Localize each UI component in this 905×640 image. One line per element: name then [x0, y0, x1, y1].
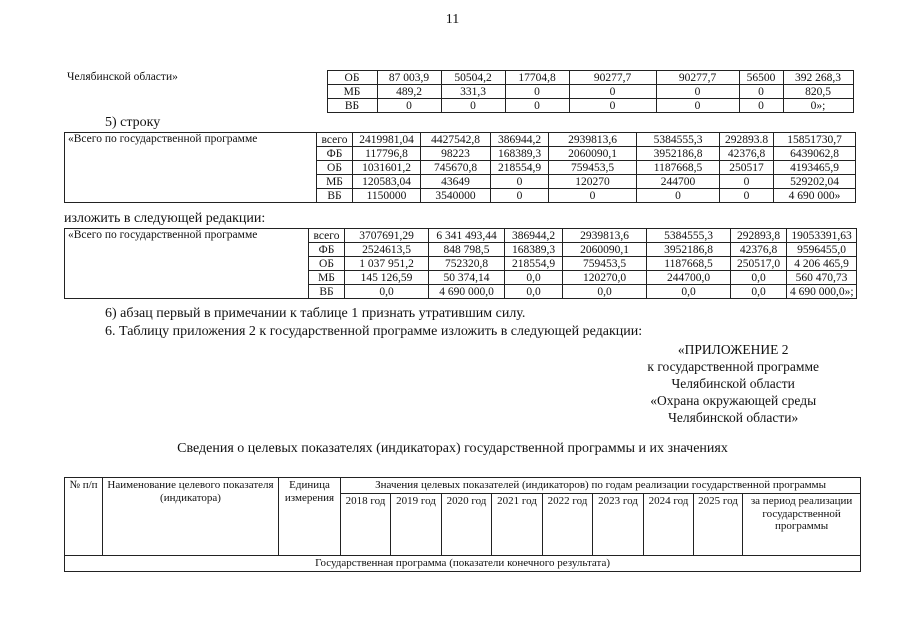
col-header-year: 2020 год: [442, 494, 492, 556]
table-header-row: [65, 478, 861, 494]
table-cell: 759453,5: [563, 257, 647, 271]
table-cell: 2060090,1: [549, 147, 637, 161]
table-cell: 43649: [421, 175, 491, 189]
table-cell: 331,3: [441, 85, 505, 99]
appendix-header: [647, 341, 819, 426]
table-cell: 4193465,9: [774, 161, 856, 175]
table-cell: 0: [656, 99, 739, 113]
table-cell: 120583,04: [353, 175, 421, 189]
table-cell: 0: [637, 189, 720, 203]
table-cell: 0: [720, 189, 774, 203]
budget-label: ВБ: [327, 99, 377, 113]
indicators-table: [64, 477, 861, 572]
col-header-name: Наименование целевого показателя (индикатора): [103, 478, 279, 556]
table-cell: 4 206 465,9: [787, 257, 857, 271]
table-cell: 42376,8: [720, 147, 774, 161]
row-name: «Всего по государственной программе: [65, 229, 309, 299]
table-cell: 0: [656, 85, 739, 99]
table-cell: 0,0: [731, 271, 787, 285]
table-cell: 2524613,5: [345, 243, 429, 257]
appendix-line: «ПРИЛОЖЕНИЕ 2: [677, 342, 789, 357]
table-cell: 250517,0: [731, 257, 787, 271]
appendix-line: Челябинской области»: [668, 410, 799, 425]
table-cell: 2939813,6: [549, 133, 637, 147]
table-cell: 0: [491, 175, 549, 189]
page-number: 11: [445, 12, 460, 27]
table-cell: 250517: [720, 161, 774, 175]
paragraph-6b: 6. Таблицу приложения 2 к государственной программе изложить в следующей редакции:: [105, 324, 643, 339]
row-name: «Всего по государственной программе: [65, 133, 317, 203]
table-cell: 820,5: [783, 85, 853, 99]
col-header-year: 2019 год: [391, 494, 442, 556]
table-cell: 292893.8: [720, 133, 774, 147]
budget-label: ФБ: [317, 147, 353, 161]
table-cell: 4 690 000,0»;: [787, 285, 857, 299]
table-cell: 3952186,8: [637, 147, 720, 161]
table-cell: 0: [549, 189, 637, 203]
col-header-year: 2025 год: [694, 494, 743, 556]
table-cell: 0: [569, 85, 656, 99]
table-cell: 87 003,9: [377, 71, 441, 85]
table-cell: 489,2: [377, 85, 441, 99]
col-header-unit: Единица измерения: [279, 478, 341, 556]
budget-table-old: [64, 132, 856, 203]
table-cell: 0: [720, 175, 774, 189]
col-header-year: 2018 год: [341, 494, 391, 556]
budget-label: МБ: [327, 85, 377, 99]
budget-label: ВБ: [309, 285, 345, 299]
table-cell: 2939813,6: [563, 229, 647, 243]
col-header-no: № п/п: [65, 478, 103, 556]
budget-label: всего: [317, 133, 353, 147]
table-cell: 5384555,3: [637, 133, 720, 147]
table-cell: 3707691,29: [345, 229, 429, 243]
budget-label: МБ: [317, 175, 353, 189]
budget-label: ФБ: [309, 243, 345, 257]
budget-label: ОБ: [327, 71, 377, 85]
budget-label: МБ: [309, 271, 345, 285]
table-cell: 1031601,2: [353, 161, 421, 175]
table-cell: 0,0: [345, 285, 429, 299]
table-row: [65, 133, 856, 147]
table-cell: 244700,0: [647, 271, 731, 285]
table-cell: 15851730,7: [774, 133, 856, 147]
table-cell: 5384555,3: [647, 229, 731, 243]
paragraph-5: 5) строку: [105, 115, 161, 130]
table-cell: 98223: [421, 147, 491, 161]
budget-table-regional: [64, 70, 854, 113]
table-cell: 386944,2: [491, 133, 549, 147]
col-header-year: 2021 год: [492, 494, 543, 556]
table-cell: 848 798,5: [429, 243, 505, 257]
table-cell: 0,0: [505, 285, 563, 299]
table-cell: 19053391,63: [787, 229, 857, 243]
table-cell: 117796,8: [353, 147, 421, 161]
table-cell: 0: [569, 99, 656, 113]
table-cell: 1 037 951,2: [345, 257, 429, 271]
budget-label: всего: [309, 229, 345, 243]
table-cell: 6439062,8: [774, 147, 856, 161]
table-row: [65, 229, 857, 243]
appendix-line: к государственной программе: [647, 359, 819, 374]
table-cell: 0,0: [505, 271, 563, 285]
budget-label: ОБ: [309, 257, 345, 271]
budget-label: ВБ: [317, 189, 353, 203]
col-header-values: Значения целевых показателей (индикаторов) по годам реализации государственной программы: [341, 478, 861, 494]
appendix-line: «Охрана окружающей среды: [650, 393, 817, 408]
table-cell: 0»;: [783, 99, 853, 113]
table-cell: 50504,2: [441, 71, 505, 85]
table-cell: 1187668,5: [637, 161, 720, 175]
table-cell: 386944,2: [505, 229, 563, 243]
table-cell: 244700: [637, 175, 720, 189]
table-row: [64, 71, 853, 85]
table-cell: 2060090,1: [563, 243, 647, 257]
table-cell: 0: [441, 99, 505, 113]
table-cell: 1150000: [353, 189, 421, 203]
budget-label: ОБ: [317, 161, 353, 175]
table-cell: 56500: [739, 71, 783, 85]
table-cell: 4 690 000,0: [429, 285, 505, 299]
table-cell: 218554,9: [491, 161, 549, 175]
table-cell: 90277,7: [569, 71, 656, 85]
table-cell: 145 126,59: [345, 271, 429, 285]
row-name: Челябинской области»: [64, 71, 327, 113]
paragraph-edit: изложить в следующей редакции:: [64, 211, 266, 226]
table-cell: 3952186,8: [647, 243, 731, 257]
table-cell: 6 341 493,44: [429, 229, 505, 243]
paragraph-6a: 6) абзац первый в примечании к таблице 1 признать утратившим силу.: [105, 306, 526, 321]
table-cell: 292893,8: [731, 229, 787, 243]
table-cell: 0,0: [563, 285, 647, 299]
table-cell: 0,0: [731, 285, 787, 299]
table-cell: 0: [491, 189, 549, 203]
table-cell: 4427542,8: [421, 133, 491, 147]
col-header-year: 2022 год: [543, 494, 593, 556]
table-cell: 0: [505, 99, 569, 113]
table-cell: 50 374,14: [429, 271, 505, 285]
table-cell: 392 268,3: [783, 71, 853, 85]
table-cell: 9596455,0: [787, 243, 857, 257]
table-cell: 0: [505, 85, 569, 99]
table-cell: 90277,7: [656, 71, 739, 85]
table-cell: 0: [739, 85, 783, 99]
table-cell: 752320,8: [429, 257, 505, 271]
table-cell: 0,0: [647, 285, 731, 299]
col-header-year: 2023 год: [593, 494, 644, 556]
table-cell: 17704,8: [505, 71, 569, 85]
table-cell: 168389,3: [505, 243, 563, 257]
table-cell: 0: [739, 99, 783, 113]
col-header-period: за период реализации государственной программы: [743, 494, 861, 556]
table-cell: 1187668,5: [647, 257, 731, 271]
table-cell: 218554,9: [505, 257, 563, 271]
table-cell: 3540000: [421, 189, 491, 203]
table-cell: 745670,8: [421, 161, 491, 175]
budget-table-new: [64, 228, 857, 299]
table-cell: 759453,5: [549, 161, 637, 175]
col-header-year: 2024 год: [644, 494, 694, 556]
appendix-line: Челябинской области: [671, 376, 795, 391]
table-cell: 120270,0: [563, 271, 647, 285]
table-cell: 120270: [549, 175, 637, 189]
section-title: Сведения о целевых показателях (индикаторах) государственной программы и их значениях: [177, 441, 728, 456]
section-row: Государственная программа (показатели конечного результата): [65, 556, 861, 572]
table-cell: 0: [377, 99, 441, 113]
table-row: [65, 556, 861, 572]
table-cell: 168389,3: [491, 147, 549, 161]
table-cell: 529202,04: [774, 175, 856, 189]
table-cell: 560 470,73: [787, 271, 857, 285]
table-cell: 4 690 000»: [774, 189, 856, 203]
table-cell: 42376,8: [731, 243, 787, 257]
table-cell: 2419981,04: [353, 133, 421, 147]
